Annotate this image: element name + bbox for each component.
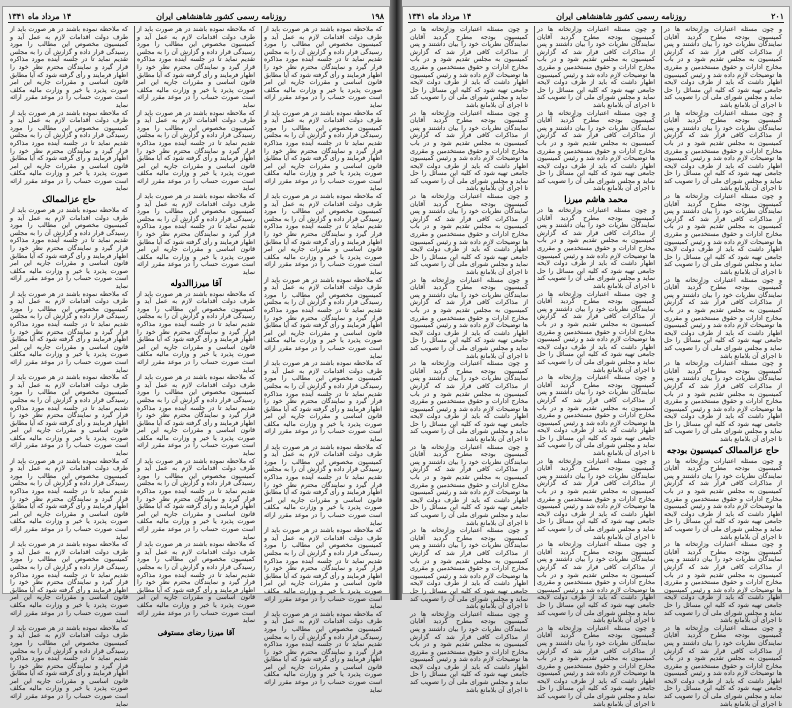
right-column-3 [408, 26, 530, 694]
article-text: که ملاحظه نموده باشند در هر صورت باید از طرف دولت اقدامات لازم به عمل آید و کمیسیون مخصوص این مطالب را مورد رسیدگی قرار داده و گزارش آن را به مجلس تقدیم نماید تا در جلسه آینده مورد مذاکره قرار گیرد و نمایندگان محترم نظر خود را اظهار فرمایند و رأی گرفته شود که آیا مطابق قانون اساسی و مقررات جاریه این امر صورت پذیرد یا خیر و وزارت مالیه مکلف است صورت حساب را در موعد مقرر ارائه نماید [137, 26, 255, 109]
left-column-3 [8, 26, 130, 708]
article-text: و چون مسئله اعتبارات وزارتخانه ها در کمیسیون بودجه مطرح گردید آقایان نمایندگان نظریات خود را بیان داشتند و پس از مذاکرات کافی قرار شد که گزارش کمیسیون به مجلس تقدیم شود و در باب مخارج ادارات و حقوق مستخدمین و مقرری ها توضیحات لازم داده شد و رئیس کمیسیون اظهار داشت که باید از طرف دولت لایحه جامعی تهیه شود که کلیه این مسائل را حل نماید و مجلس شورای ملی آن را تصویب کند تا اجرای آن بلامانع باشد [410, 109, 528, 193]
article-text: و چون مسئله اعتبارات وزارتخانه ها در کمیسیون بودجه مطرح گردید آقایان نمایندگان نظریات خود را بیان داشتند و پس از مذاکرات کافی قرار شد که گزارش کمیسیون به مجلس تقدیم شود و در باب مخارج ادارات و حقوق مستخدمین و مقرری ها توضیحات لازم داده شد و رئیس کمیسیون اظهار داشت که باید از طرف دولت لایحه جامعی تهیه شود که کلیه این مسائل را حل نماید و مجلس شورای ملی آن را تصویب کند تا اجرای آن بلامانع باشد [664, 276, 782, 360]
article-text: که ملاحظه نموده باشند در هر صورت باید از طرف دولت اقدامات لازم به عمل آید و کمیسیون مخصوص این مطالب را مورد رسیدگی قرار داده و گزارش آن را به مجلس تقدیم نماید تا در جلسه آینده مورد مذاکره قرار گیرد و نمایندگان محترم نظر خود را اظهار فرمایند و رأی گرفته شود که آیا مطابق قانون اساسی و مقررات جاریه این امر صورت پذیرد یا خیر و وزارت مالیه مکلف است صورت حساب را در موعد مقرر ارائه نماید [264, 109, 382, 193]
article-text: که ملاحظه نموده باشند در هر صورت باید از طرف دولت اقدامات لازم به عمل آید و کمیسیون مخصوص این مطالب را مورد رسیدگی قرار داده و گزارش آن را به مجلس تقدیم نماید تا در جلسه آینده مورد مذاکره قرار گیرد و نمایندگان محترم نظر خود را اظهار فرمایند و رأی گرفته شود که آیا مطابق قانون اساسی و مقررات جاریه این امر صورت پذیرد یا خیر و وزارت مالیه مکلف است صورت حساب را در موعد مقرر ارائه نماید [264, 527, 382, 611]
article-text: و چون مسئله اعتبارات وزارتخانه ها در کمیسیون بودجه مطرح گردید آقایان نمایندگان نظریات خود را بیان داشتند و پس از مذاکرات کافی قرار شد که گزارش کمیسیون به مجلس تقدیم شود و در باب مخارج ادارات و حقوق مستخدمین و مقرری ها توضیحات لازم داده شد و رئیس کمیسیون اظهار داشت که باید از طرف دولت لایحه جامعی تهیه شود که کلیه این مسائل را حل نماید و مجلس شورای ملی آن را تصویب کند تا اجرای آن بلامانع باشد [664, 193, 782, 276]
article-text: که ملاحظه نموده باشند در هر صورت باید از طرف دولت اقدامات لازم به عمل آید و کمیسیون مخصوص این مطالب را مورد رسیدگی قرار داده و گزارش آن را به مجلس تقدیم نماید تا در جلسه آینده مورد مذاکره قرار گیرد و نمایندگان محترم نظر خود را اظهار فرمایند و رأی گرفته شود که آیا مطابق قانون اساسی و مقررات جاریه این امر صورت پذیرد یا خیر و وزارت مالیه مکلف است صورت حساب را در موعد مقرر ارائه نماید [10, 457, 128, 541]
article-text: که ملاحظه نموده باشند در هر صورت باید از طرف دولت اقدامات لازم به عمل آید و کمیسیون مخصوص این مطالب را مورد رسیدگی قرار داده و گزارش آن را به مجلس تقدیم نماید تا در جلسه آینده مورد مذاکره قرار گیرد و نمایندگان محترم نظر خود را اظهار فرمایند و رأی گرفته شود که آیا مطابق قانون اساسی و مقررات جاریه این امر صورت پذیرد یا خیر و وزارت مالیه مکلف است صورت حساب را در موعد مقرر ارائه نماید [10, 541, 128, 625]
article-text: و چون مسئله اعتبارات وزارتخانه ها در کمیسیون بودجه مطرح گردید آقایان نمایندگان نظریات خود را بیان داشتند و پس از مذاکرات کافی قرار شد که گزارش کمیسیون به مجلس تقدیم شود و در باب مخارج ادارات و حقوق مستخدمین و مقرری ها توضیحات لازم داده شد و رئیس کمیسیون اظهار داشت که باید از طرف دولت لایحه جامعی تهیه شود که کلیه این مسائل را حل نماید و مجلس شورای ملی آن را تصویب کند تا اجرای آن بلامانع باشد [537, 290, 655, 374]
article-text: که ملاحظه نموده باشند در هر صورت باید از طرف دولت اقدامات لازم به عمل آید و کمیسیون مخصوص این مطالب را مورد رسیدگی قرار داده و گزارش آن را به مجلس تقدیم نماید تا در جلسه آینده مورد مذاکره قرار گیرد و نمایندگان محترم نظر خود را اظهار فرمایند و رأی گرفته شود که آیا مطابق قانون اساسی و مقررات جاریه این امر صورت پذیرد یا خیر و وزارت مالیه مکلف است صورت حساب را در موعد مقرر ارائه نماید [10, 109, 128, 193]
article-text: و چون مسئله اعتبارات وزارتخانه ها در کمیسیون بودجه مطرح گردید آقایان نمایندگان نظریات خود را بیان داشتند و پس از مذاکرات کافی قرار شد که گزارش کمیسیون به مجلس تقدیم شود و در باب مخارج ادارات و حقوق مستخدمین و مقرری ها توضیحات لازم داده شد و رئیس کمیسیون اظهار داشت که باید از طرف دولت لایحه جامعی تهیه شود که کلیه این مسائل را حل نماید و مجلس شورای ملی آن را تصویب کند تا اجرای آن بلامانع باشد [410, 193, 528, 276]
article-text: و چون مسئله اعتبارات وزارتخانه ها در کمیسیون بودجه مطرح گردید آقایان نمایندگان نظریات خود را بیان داشتند و پس از مذاکرات کافی قرار شد که گزارش کمیسیون به مجلس تقدیم شود و در باب مخارج ادارات و حقوق مستخدمین و مقرری ها توضیحات لازم داده شد و رئیس کمیسیون اظهار داشت که باید از طرف دولت لایحه جامعی تهیه شود که کلیه این مسائل را حل نماید و مجلس شورای ملی آن را تصویب کند تا اجرای آن بلامانع باشد [410, 360, 528, 444]
article-text: و چون مسئله اعتبارات وزارتخانه ها در کمیسیون بودجه مطرح گردید آقایان نمایندگان نظریات خود را بیان داشتند و پس از مذاکرات کافی قرار شد که گزارش کمیسیون به مجلس تقدیم شود و در باب مخارج ادارات و حقوق مستخدمین و مقرری ها توضیحات لازم داده شد و رئیس کمیسیون اظهار داشت که باید از طرف دولت لایحه جامعی تهیه شود که کلیه این مسائل را حل نماید و مجلس شورای ملی آن را تصویب کند تا اجرای آن بلامانع باشد [537, 374, 655, 458]
section-heading: حاج عزالممالک کمیسیون بودجه [666, 445, 780, 456]
article-text: و چون مسئله اعتبارات وزارتخانه ها در کمیسیون بودجه مطرح گردید آقایان نمایندگان نظریات خود را بیان داشتند و پس از مذاکرات کافی قرار شد که گزارش کمیسیون به مجلس تقدیم شود و در باب مخارج ادارات و حقوق مستخدمین و مقرری ها توضیحات لازم داده شد و رئیس کمیسیون اظهار داشت که باید از طرف دولت لایحه جامعی تهیه شود که کلیه این مسائل را حل نماید و مجلس شورای ملی آن را تصویب کند تا اجرای آن بلامانع باشد [664, 457, 782, 541]
right-page [402, 6, 790, 708]
article-text: که ملاحظه نموده باشند در هر صورت باید از طرف دولت اقدامات لازم به عمل آید و کمیسیون مخصوص این مطالب را مورد رسیدگی قرار داده و گزارش آن را به مجلس تقدیم نماید تا در جلسه آینده مورد مذاکره قرار گیرد و نمایندگان محترم نظر خود را اظهار فرمایند و رأی گرفته شود که آیا مطابق قانون اساسی و مقررات جاریه این امر صورت پذیرد یا خیر و وزارت مالیه مکلف است صورت حساب را در موعد مقرر ارائه نماید [10, 290, 128, 374]
section-heading: محمد هاشم میرزا [564, 195, 628, 206]
article-text: و چون مسئله اعتبارات وزارتخانه ها در کمیسیون بودجه مطرح گردید آقایان نمایندگان نظریات خود را بیان داشتند و پس از مذاکرات کافی قرار شد که گزارش کمیسیون به مجلس تقدیم شود و در باب مخارج ادارات و حقوق مستخدمین و مقرری ها توضیحات لازم داده شد و رئیس کمیسیون اظهار داشت که باید از طرف دولت لایحه جامعی تهیه شود که کلیه این مسائل را حل نماید و مجلس شورای ملی آن را تصویب کند تا اجرای آن بلامانع باشد [537, 457, 655, 541]
section-heading: حاج عزالممالک [42, 195, 96, 206]
article-text: که ملاحظه نموده باشند در هر صورت باید از طرف دولت اقدامات لازم به عمل آید و کمیسیون مخصوص این مطالب را مورد رسیدگی قرار داده و گزارش آن را به مجلس تقدیم نماید تا در جلسه آینده مورد مذاکره قرار گیرد و نمایندگان محترم نظر خود را اظهار فرمایند و رأی گرفته شود که آیا مطابق قانون اساسی و مقررات جاریه این امر صورت پذیرد یا خیر و وزارت مالیه مکلف است صورت حساب را در موعد مقرر ارائه نماید [10, 374, 128, 458]
article-text: و چون مسئله اعتبارات وزارتخانه ها در کمیسیون بودجه مطرح گردید آقایان نمایندگان نظریات خود را بیان داشتند و پس از مذاکرات کافی قرار شد که گزارش کمیسیون به مجلس تقدیم شود و در باب مخارج ادارات و حقوق مستخدمین و مقرری ها توضیحات لازم داده شد و رئیس کمیسیون اظهار داشت که باید از طرف دولت لایحه جامعی تهیه شود که کلیه این مسائل را حل نماید و مجلس شورای ملی آن را تصویب کند تا اجرای آن بلامانع باشد [537, 26, 655, 109]
left-header-title: روزنامه رسمی کشور شاهنشاهی ایران [156, 11, 287, 21]
right-header-date: ۱۴ مرداد ماه ۱۳۴۱ [408, 11, 472, 21]
article-text: که ملاحظه نموده باشند در هر صورت باید از طرف دولت اقدامات لازم به عمل آید و کمیسیون مخصوص این مطالب را مورد رسیدگی قرار داده و گزارش آن را به مجلس تقدیم نماید تا در جلسه آینده مورد مذاکره قرار گیرد و نمایندگان محترم نظر خود را اظهار فرمایند و رأی گرفته شود که آیا مطابق قانون اساسی و مقررات جاریه این امر صورت پذیرد یا خیر و وزارت مالیه مکلف است صورت حساب را در موعد مقرر ارائه نماید [264, 360, 382, 444]
article-text: و چون مسئله اعتبارات وزارتخانه ها در کمیسیون بودجه مطرح گردید آقایان نمایندگان نظریات خود را بیان داشتند و پس از مذاکرات کافی قرار شد که گزارش کمیسیون به مجلس تقدیم شود و در باب مخارج ادارات و حقوق مستخدمین و مقرری ها توضیحات لازم داده شد و رئیس کمیسیون اظهار داشت که باید از طرف دولت لایحه جامعی تهیه شود که کلیه این مسائل را حل نماید و مجلس شورای ملی آن را تصویب کند تا اجرای آن بلامانع باشد [664, 541, 782, 625]
right-header-title: روزنامه رسمی کشور شاهنشاهی ایران [556, 11, 687, 21]
left-header-date: ۱۴ مرداد ماه ۱۳۴۱ [8, 11, 72, 21]
left-page-header [8, 10, 384, 23]
left-columns [8, 26, 384, 708]
article-text: که ملاحظه نموده باشند در هر صورت باید از طرف دولت اقدامات لازم به عمل آید و کمیسیون مخصوص این مطالب را مورد رسیدگی قرار داده و گزارش آن را به مجلس تقدیم نماید تا در جلسه آینده مورد مذاکره قرار گیرد و نمایندگان محترم نظر خود را اظهار فرمایند و رأی گرفته شود که آیا مطابق قانون اساسی و مقررات جاریه این امر صورت پذیرد یا خیر و وزارت مالیه مکلف است صورت حساب را در موعد مقرر ارائه نماید [264, 26, 382, 109]
article-text: که ملاحظه نموده باشند در هر صورت باید از طرف دولت اقدامات لازم به عمل آید و کمیسیون مخصوص این مطالب را مورد رسیدگی قرار داده و گزارش آن را به مجلس تقدیم نماید تا در جلسه آینده مورد مذاکره قرار گیرد و نمایندگان محترم نظر خود را اظهار فرمایند و رأی گرفته شود که آیا مطابق قانون اساسی و مقررات جاریه این امر صورت پذیرد یا خیر و وزارت مالیه مکلف است صورت حساب را در موعد مقرر ارائه نماید [10, 207, 128, 290]
article-text: و چون مسئله اعتبارات وزارتخانه ها در کمیسیون بودجه مطرح گردید آقایان نمایندگان نظریات خود را بیان داشتند و پس از مذاکرات کافی قرار شد که گزارش کمیسیون به مجلس تقدیم شود و در باب مخارج ادارات و حقوق مستخدمین و مقرری ها توضیحات لازم داده شد و رئیس کمیسیون اظهار داشت که باید از طرف دولت لایحه جامعی تهیه شود که کلیه این مسائل را حل نماید و مجلس شورای ملی آن را تصویب کند تا اجرای آن بلامانع باشد [410, 610, 528, 694]
article-text: که ملاحظه نموده باشند در هر صورت باید از طرف دولت اقدامات لازم به عمل آید و کمیسیون مخصوص این مطالب را مورد رسیدگی قرار داده و گزارش آن را به مجلس تقدیم نماید تا در جلسه آینده مورد مذاکره قرار گیرد و نمایندگان محترم نظر خود را اظهار فرمایند و رأی گرفته شود که آیا مطابق قانون اساسی و مقررات جاریه این امر صورت پذیرد یا خیر و وزارت مالیه مکلف است صورت حساب را در موعد مقرر ارائه نماید [137, 193, 255, 276]
article-text: و چون مسئله اعتبارات وزارتخانه ها در کمیسیون بودجه مطرح گردید آقایان نمایندگان نظریات خود را بیان داشتند و پس از مذاکرات کافی قرار شد که گزارش کمیسیون به مجلس تقدیم شود و در باب مخارج ادارات و حقوق مستخدمین و مقرری ها توضیحات لازم داده شد و رئیس کمیسیون اظهار داشت که باید از طرف دولت لایحه جامعی تهیه شود که کلیه این مسائل را حل نماید و مجلس شورای ملی آن را تصویب کند تا اجرای آن بلامانع باشد [664, 624, 782, 708]
article-text: و چون مسئله اعتبارات وزارتخانه ها در کمیسیون بودجه مطرح گردید آقایان نمایندگان نظریات خود را بیان داشتند و پس از مذاکرات کافی قرار شد که گزارش کمیسیون به مجلس تقدیم شود و در باب مخارج ادارات و حقوق مستخدمین و مقرری ها توضیحات لازم داده شد و رئیس کمیسیون اظهار داشت که باید از طرف دولت لایحه جامعی تهیه شود که کلیه این مسائل را حل نماید و مجلس شورای ملی آن را تصویب کند تا اجرای آن بلامانع باشد [537, 624, 655, 708]
right-column-1 [661, 26, 784, 708]
left-column-2 [134, 26, 257, 637]
right-page-header [408, 10, 784, 23]
article-text: که ملاحظه نموده باشند در هر صورت باید از طرف دولت اقدامات لازم به عمل آید و کمیسیون مخصوص این مطالب را مورد رسیدگی قرار داده و گزارش آن را به مجلس تقدیم نماید تا در جلسه آینده مورد مذاکره قرار گیرد و نمایندگان محترم نظر خود را اظهار فرمایند و رأی گرفته شود که آیا مطابق قانون اساسی و مقررات جاریه این امر صورت پذیرد یا خیر و وزارت مالیه مکلف است صورت حساب را در موعد مقرر ارائه نماید [10, 26, 128, 109]
right-columns [408, 26, 784, 708]
article-text: و چون مسئله اعتبارات وزارتخانه ها در کمیسیون بودجه مطرح گردید آقایان نمایندگان نظریات خود را بیان داشتند و پس از مذاکرات کافی قرار شد که گزارش کمیسیون به مجلس تقدیم شود و در باب مخارج ادارات و حقوق مستخدمین و مقرری ها توضیحات لازم داده شد و رئیس کمیسیون اظهار داشت که باید از طرف دولت لایحه جامعی تهیه شود که کلیه این مسائل را حل نماید و مجلس شورای ملی آن را تصویب کند تا اجرای آن بلامانع باشد [537, 541, 655, 625]
left-column-1 [261, 26, 384, 694]
article-text: و چون مسئله اعتبارات وزارتخانه ها در کمیسیون بودجه مطرح گردید آقایان نمایندگان نظریات خود را بیان داشتند و پس از مذاکرات کافی قرار شد که گزارش کمیسیون به مجلس تقدیم شود و در باب مخارج ادارات و حقوق مستخدمین و مقرری ها توضیحات لازم داده شد و رئیس کمیسیون اظهار داشت که باید از طرف دولت لایحه جامعی تهیه شود که کلیه این مسائل را حل نماید و مجلس شورای ملی آن را تصویب کند تا اجرای آن بلامانع باشد [410, 527, 528, 611]
article-text: و چون مسئله اعتبارات وزارتخانه ها در کمیسیون بودجه مطرح گردید آقایان نمایندگان نظریات خود را بیان داشتند و پس از مذاکرات کافی قرار شد که گزارش کمیسیون به مجلس تقدیم شود و در باب مخارج ادارات و حقوق مستخدمین و مقرری ها توضیحات لازم داده شد و رئیس کمیسیون اظهار داشت که باید از طرف دولت لایحه جامعی تهیه شود که کلیه این مسائل را حل نماید و مجلس شورای ملی آن را تصویب کند تا اجرای آن بلامانع باشد [410, 443, 528, 527]
article-text: که ملاحظه نموده باشند در هر صورت باید از طرف دولت اقدامات لازم به عمل آید و کمیسیون مخصوص این مطالب را مورد رسیدگی قرار داده و گزارش آن را به مجلس تقدیم نماید تا در جلسه آینده مورد مذاکره قرار گیرد و نمایندگان محترم نظر خود را اظهار فرمایند و رأی گرفته شود که آیا مطابق قانون اساسی و مقررات جاریه این امر صورت پذیرد یا خیر و وزارت مالیه مکلف است صورت حساب را در موعد مقرر ارائه نماید [137, 457, 255, 541]
right-header-page-number: ۲۰۱ [771, 11, 784, 21]
article-text: که ملاحظه نموده باشند در هر صورت باید از طرف دولت اقدامات لازم به عمل آید و کمیسیون مخصوص این مطالب را مورد رسیدگی قرار داده و گزارش آن را به مجلس تقدیم نماید تا در جلسه آینده مورد مذاکره قرار گیرد و نمایندگان محترم نظر خود را اظهار فرمایند و رأی گرفته شود که آیا مطابق قانون اساسی و مقررات جاریه این امر صورت پذیرد یا خیر و وزارت مالیه مکلف است صورت حساب را در موعد مقرر ارائه نماید [264, 193, 382, 276]
book-gutter [390, 0, 402, 600]
article-text: که ملاحظه نموده باشند در هر صورت باید از طرف دولت اقدامات لازم به عمل آید و کمیسیون مخصوص این مطالب را مورد رسیدگی قرار داده و گزارش آن را به مجلس تقدیم نماید تا در جلسه آینده مورد مذاکره قرار گیرد و نمایندگان محترم نظر خود را اظهار فرمایند و رأی گرفته شود که آیا مطابق قانون اساسی و مقررات جاریه این امر صورت پذیرد یا خیر و وزارت مالیه مکلف است صورت حساب را در موعد مقرر ارائه نماید [264, 610, 382, 694]
article-text: و چون مسئله اعتبارات وزارتخانه ها در کمیسیون بودجه مطرح گردید آقایان نمایندگان نظریات خود را بیان داشتند و پس از مذاکرات کافی قرار شد که گزارش کمیسیون به مجلس تقدیم شود و در باب مخارج ادارات و حقوق مستخدمین و مقرری ها توضیحات لازم داده شد و رئیس کمیسیون اظهار داشت که باید از طرف دولت لایحه جامعی تهیه شود که کلیه این مسائل را حل نماید و مجلس شورای ملی آن را تصویب کند تا اجرای آن بلامانع باشد [410, 26, 528, 109]
article-text: و چون مسئله اعتبارات وزارتخانه ها در کمیسیون بودجه مطرح گردید آقایان نمایندگان نظریات خود را بیان داشتند و پس از مذاکرات کافی قرار شد که گزارش کمیسیون به مجلس تقدیم شود و در باب مخارج ادارات و حقوق مستخدمین و مقرری ها توضیحات لازم داده شد و رئیس کمیسیون اظهار داشت که باید از طرف دولت لایحه جامعی تهیه شود که کلیه این مسائل را حل نماید و مجلس شورای ملی آن را تصویب کند تا اجرای آن بلامانع باشد [537, 207, 655, 290]
article-signature: آقا میرزا رضای مستوفی [157, 627, 235, 637]
article-text: که ملاحظه نموده باشند در هر صورت باید از طرف دولت اقدامات لازم به عمل آید و کمیسیون مخصوص این مطالب را مورد رسیدگی قرار داده و گزارش آن را به مجلس تقدیم نماید تا در جلسه آینده مورد مذاکره قرار گیرد و نمایندگان محترم نظر خود را اظهار فرمایند و رأی گرفته شود که آیا مطابق قانون اساسی و مقررات جاریه این امر صورت پذیرد یا خیر و وزارت مالیه مکلف است صورت حساب را در موعد مقرر ارائه نماید [137, 374, 255, 458]
article-text: و چون مسئله اعتبارات وزارتخانه ها در کمیسیون بودجه مطرح گردید آقایان نمایندگان نظریات خود را بیان داشتند و پس از مذاکرات کافی قرار شد که گزارش کمیسیون به مجلس تقدیم شود و در باب مخارج ادارات و حقوق مستخدمین و مقرری ها توضیحات لازم داده شد و رئیس کمیسیون اظهار داشت که باید از طرف دولت لایحه جامعی تهیه شود که کلیه این مسائل را حل نماید و مجلس شورای ملی آن را تصویب کند تا اجرای آن بلامانع باشد [664, 360, 782, 444]
article-text: که ملاحظه نموده باشند در هر صورت باید از طرف دولت اقدامات لازم به عمل آید و کمیسیون مخصوص این مطالب را مورد رسیدگی قرار داده و گزارش آن را به مجلس تقدیم نماید تا در جلسه آینده مورد مذاکره قرار گیرد و نمایندگان محترم نظر خود را اظهار فرمایند و رأی گرفته شود که آیا مطابق قانون اساسی و مقررات جاریه این امر صورت پذیرد یا خیر و وزارت مالیه مکلف است صورت حساب را در موعد مقرر ارائه نماید [264, 276, 382, 360]
section-heading: آقا میرزاالدوله [170, 278, 222, 289]
article-text: که ملاحظه نموده باشند در هر صورت باید از طرف دولت اقدامات لازم به عمل آید و کمیسیون مخصوص این مطالب را مورد رسیدگی قرار داده و گزارش آن را به مجلس تقدیم نماید تا در جلسه آینده مورد مذاکره قرار گیرد و نمایندگان محترم نظر خود را اظهار فرمایند و رأی گرفته شود که آیا مطابق قانون اساسی و مقررات جاریه این امر صورت پذیرد یا خیر و وزارت مالیه مکلف است صورت حساب را در موعد مقرر ارائه نماید [137, 109, 255, 193]
right-column-2 [534, 26, 657, 708]
article-text: و چون مسئله اعتبارات وزارتخانه ها در کمیسیون بودجه مطرح گردید آقایان نمایندگان نظریات خود را بیان داشتند و پس از مذاکرات کافی قرار شد که گزارش کمیسیون به مجلس تقدیم شود و در باب مخارج ادارات و حقوق مستخدمین و مقرری ها توضیحات لازم داده شد و رئیس کمیسیون اظهار داشت که باید از طرف دولت لایحه جامعی تهیه شود که کلیه این مسائل را حل نماید و مجلس شورای ملی آن را تصویب کند تا اجرای آن بلامانع باشد [410, 276, 528, 360]
left-page [2, 6, 390, 708]
left-header-page-number: ۱۹۸ [371, 11, 384, 21]
article-text: و چون مسئله اعتبارات وزارتخانه ها در کمیسیون بودجه مطرح گردید آقایان نمایندگان نظریات خود را بیان داشتند و پس از مذاکرات کافی قرار شد که گزارش کمیسیون به مجلس تقدیم شود و در باب مخارج ادارات و حقوق مستخدمین و مقرری ها توضیحات لازم داده شد و رئیس کمیسیون اظهار داشت که باید از طرف دولت لایحه جامعی تهیه شود که کلیه این مسائل را حل نماید و مجلس شورای ملی آن را تصویب کند تا اجرای آن بلامانع باشد [664, 26, 782, 109]
article-text: و چون مسئله اعتبارات وزارتخانه ها در کمیسیون بودجه مطرح گردید آقایان نمایندگان نظریات خود را بیان داشتند و پس از مذاکرات کافی قرار شد که گزارش کمیسیون به مجلس تقدیم شود و در باب مخارج ادارات و حقوق مستخدمین و مقرری ها توضیحات لازم داده شد و رئیس کمیسیون اظهار داشت که باید از طرف دولت لایحه جامعی تهیه شود که کلیه این مسائل را حل نماید و مجلس شورای ملی آن را تصویب کند تا اجرای آن بلامانع باشد [537, 109, 655, 193]
article-text: که ملاحظه نموده باشند در هر صورت باید از طرف دولت اقدامات لازم به عمل آید و کمیسیون مخصوص این مطالب را مورد رسیدگی قرار داده و گزارش آن را به مجلس تقدیم نماید تا در جلسه آینده مورد مذاکره قرار گیرد و نمایندگان محترم نظر خود را اظهار فرمایند و رأی گرفته شود که آیا مطابق قانون اساسی و مقررات جاریه این امر صورت پذیرد یا خیر و وزارت مالیه مکلف است صورت حساب را در موعد مقرر ارائه نماید [137, 290, 255, 374]
article-text: که ملاحظه نموده باشند در هر صورت باید از طرف دولت اقدامات لازم به عمل آید و کمیسیون مخصوص این مطالب را مورد رسیدگی قرار داده و گزارش آن را به مجلس تقدیم نماید تا در جلسه آینده مورد مذاکره قرار گیرد و نمایندگان محترم نظر خود را اظهار فرمایند و رأی گرفته شود که آیا مطابق قانون اساسی و مقررات جاریه این امر صورت پذیرد یا خیر و وزارت مالیه مکلف است صورت حساب را در موعد مقرر ارائه نماید [264, 443, 382, 527]
article-text: که ملاحظه نموده باشند در هر صورت باید از طرف دولت اقدامات لازم به عمل آید و کمیسیون مخصوص این مطالب را مورد رسیدگی قرار داده و گزارش آن را به مجلس تقدیم نماید تا در جلسه آینده مورد مذاکره قرار گیرد و نمایندگان محترم نظر خود را اظهار فرمایند و رأی گرفته شود که آیا مطابق قانون اساسی و مقررات جاریه این امر صورت پذیرد یا خیر و وزارت مالیه مکلف است صورت حساب را در موعد مقرر ارائه نماید [10, 624, 128, 708]
article-text: که ملاحظه نموده باشند در هر صورت باید از طرف دولت اقدامات لازم به عمل آید و کمیسیون مخصوص این مطالب را مورد رسیدگی قرار داده و گزارش آن را به مجلس تقدیم نماید تا در جلسه آینده مورد مذاکره قرار گیرد و نمایندگان محترم نظر خود را اظهار فرمایند و رأی گرفته شود که آیا مطابق قانون اساسی و مقررات جاریه این امر صورت پذیرد یا خیر و وزارت مالیه مکلف است صورت حساب را در موعد مقرر ارائه نماید [137, 541, 255, 625]
article-text: و چون مسئله اعتبارات وزارتخانه ها در کمیسیون بودجه مطرح گردید آقایان نمایندگان نظریات خود را بیان داشتند و پس از مذاکرات کافی قرار شد که گزارش کمیسیون به مجلس تقدیم شود و در باب مخارج ادارات و حقوق مستخدمین و مقرری ها توضیحات لازم داده شد و رئیس کمیسیون اظهار داشت که باید از طرف دولت لایحه جامعی تهیه شود که کلیه این مسائل را حل نماید و مجلس شورای ملی آن را تصویب کند تا اجرای آن بلامانع باشد [664, 109, 782, 193]
